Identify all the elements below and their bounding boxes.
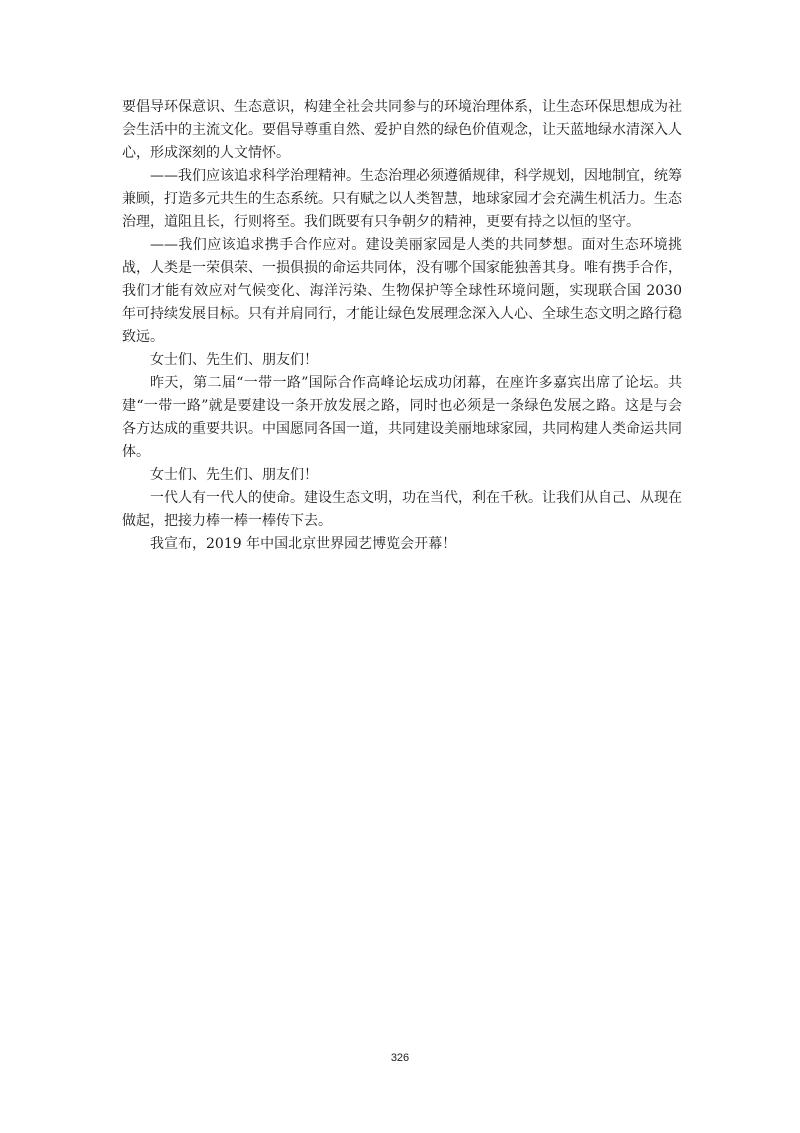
paragraph-scientific-governance: ——我们应该追求科学治理精神。生态治理必须遵循规律，科学规划，因地制宜，统筹兼顾，打造多元共生的生态系统。只有赋之以人类智慧，地球家园才会充满生机活力。生态治理，道阻且长，行则将至。我们既要有只争朝夕的精神，更要有持之以恒的坚守。 [122, 168, 682, 230]
paragraph-opening-declaration: 我宣布，2019 年中国北京世界园艺博览会开幕！ [150, 536, 457, 552]
document-body [122, 96, 682, 556]
paragraph-environmental-awareness: 要倡导环保意识、生态意识，构建全社会共同参与的环境治理体系，让生态环保思想成为社会生活中的主流文化。要倡导尊重自然、爱护自然的绿色价值观念，让天蓝地绿水清深入人心，形成深刻的人文情怀。 [122, 99, 682, 161]
paragraph-belt-and-road: 昨天，第二届“一带一路”国际合作高峰论坛成功闭幕，在座许多嘉宾出席了论坛。共建“一带一路”就是要建设一条开放发展之路，同时也必须是一条绿色发展之路。这是与会各方达成的重要共识。中国愿同各国一道，共同建设美丽地球家园，共同构建人类命运共同体。 [122, 375, 682, 460]
paragraph-mission: 一代人有一代人的使命。建设生态文明，功在当代，利在千秋。让我们从自己、从现在做起，把接力棒一棒一棒传下去。 [122, 490, 682, 529]
paragraph-salutation-2: 女士们、先生们、朋友们！ [150, 467, 318, 483]
paragraph-cooperation: ——我们应该追求携手合作应对。建设美丽家园是人类的共同梦想。面对生态环境挑战，人类是一荣俱荣、一损俱损的命运共同体，没有哪个国家能独善其身。唯有携手合作，我们才能有效应对气候变化、海洋污染、生物保护等全球性环境问题，实现联合国 2030 年可持续发展目标。只有并肩同行，才能让绿色发展理念深入人心、全球生态文明之路行稳致远。 [122, 237, 682, 345]
page-number: 326 [390, 1052, 410, 1064]
paragraph-salutation-1: 女士们、先生们、朋友们！ [150, 352, 318, 368]
